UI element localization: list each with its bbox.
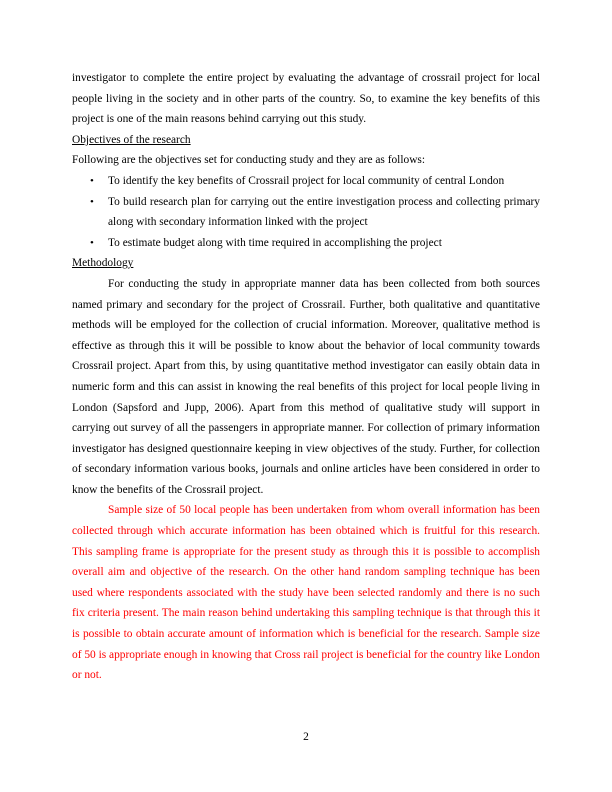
- objectives-intro: Following are the objectives set for conducting study and they are as follows:: [72, 154, 426, 167]
- objective-item: [90, 233, 540, 254]
- objective-item: [90, 171, 540, 192]
- objective-item: [90, 192, 540, 233]
- objective-text: To estimate budget along with time required in accomplishing the project: [108, 236, 442, 249]
- bullet-icon: •: [90, 174, 94, 187]
- intro-paragraph: investigator to complete the entire project by evaluating the advantage of crossrail project for local people living in the society and in other parts of the country. So, to examine the key benefits of this project is one of the main reasons behind carrying out this study.: [72, 72, 540, 126]
- objective-text: To build research plan for carrying out the entire investigation process and collecting primary along with secondary information linked with the project: [108, 195, 540, 229]
- objectives-heading: Objectives of the research: [72, 133, 191, 146]
- methodology-heading: Methodology: [72, 257, 134, 270]
- bullet-icon: •: [90, 195, 94, 208]
- objectives-list: [72, 171, 540, 253]
- objective-text: To identify the key benefits of Crossrail project for local community of central London: [108, 174, 505, 187]
- sampling-paragraph: Sample size of 50 local people has been undertaken from whom overall information has been collected through which accurate information has been obtained which is fruitful for this research. This sampling frame is appropriate for the present study as through this it is possible to accomplish overall aim and objective of the research. On the other hand random sampling technique has been used where respondents associated with the study have been selected randomly and there is no such fix criteria present. The main reason behind undertaking this sampling technique is that through this it is possible to obtain accurate amount of information which is beneficial for the research. Sample size of 50 is appropriate enough in knowing that Cross rail project is beneficial for the country like London or not.: [72, 504, 540, 682]
- page-number: 2: [303, 731, 309, 743]
- methodology-paragraph: For conducting the study in appropriate manner data has been collected from both sources named primary and secondary for the project of Crossrail. Further, both qualitative and quantitative methods will be employed for the collection of crucial information. Moreover, qualitative method is effective as through this it will be possible to know about the behavior of local community towards Crossrail project. Apart from this, by using quantitative method investigator can easily obtain data in numeric form and this can assist in knowing the real benefits of this project for local people living in London (Sapsford and Jupp, 2006). Apart from this method of qualitative study will support in carrying out survey of all the passengers in appropriate manner. For collection of primary information investigator has designed questionnaire keeping in view objectives of the study. Further, for collection of secondary information various books, journals and online articles have been considered in order to know the benefits of the Crossrail project.: [72, 277, 540, 496]
- bullet-icon: •: [90, 236, 94, 249]
